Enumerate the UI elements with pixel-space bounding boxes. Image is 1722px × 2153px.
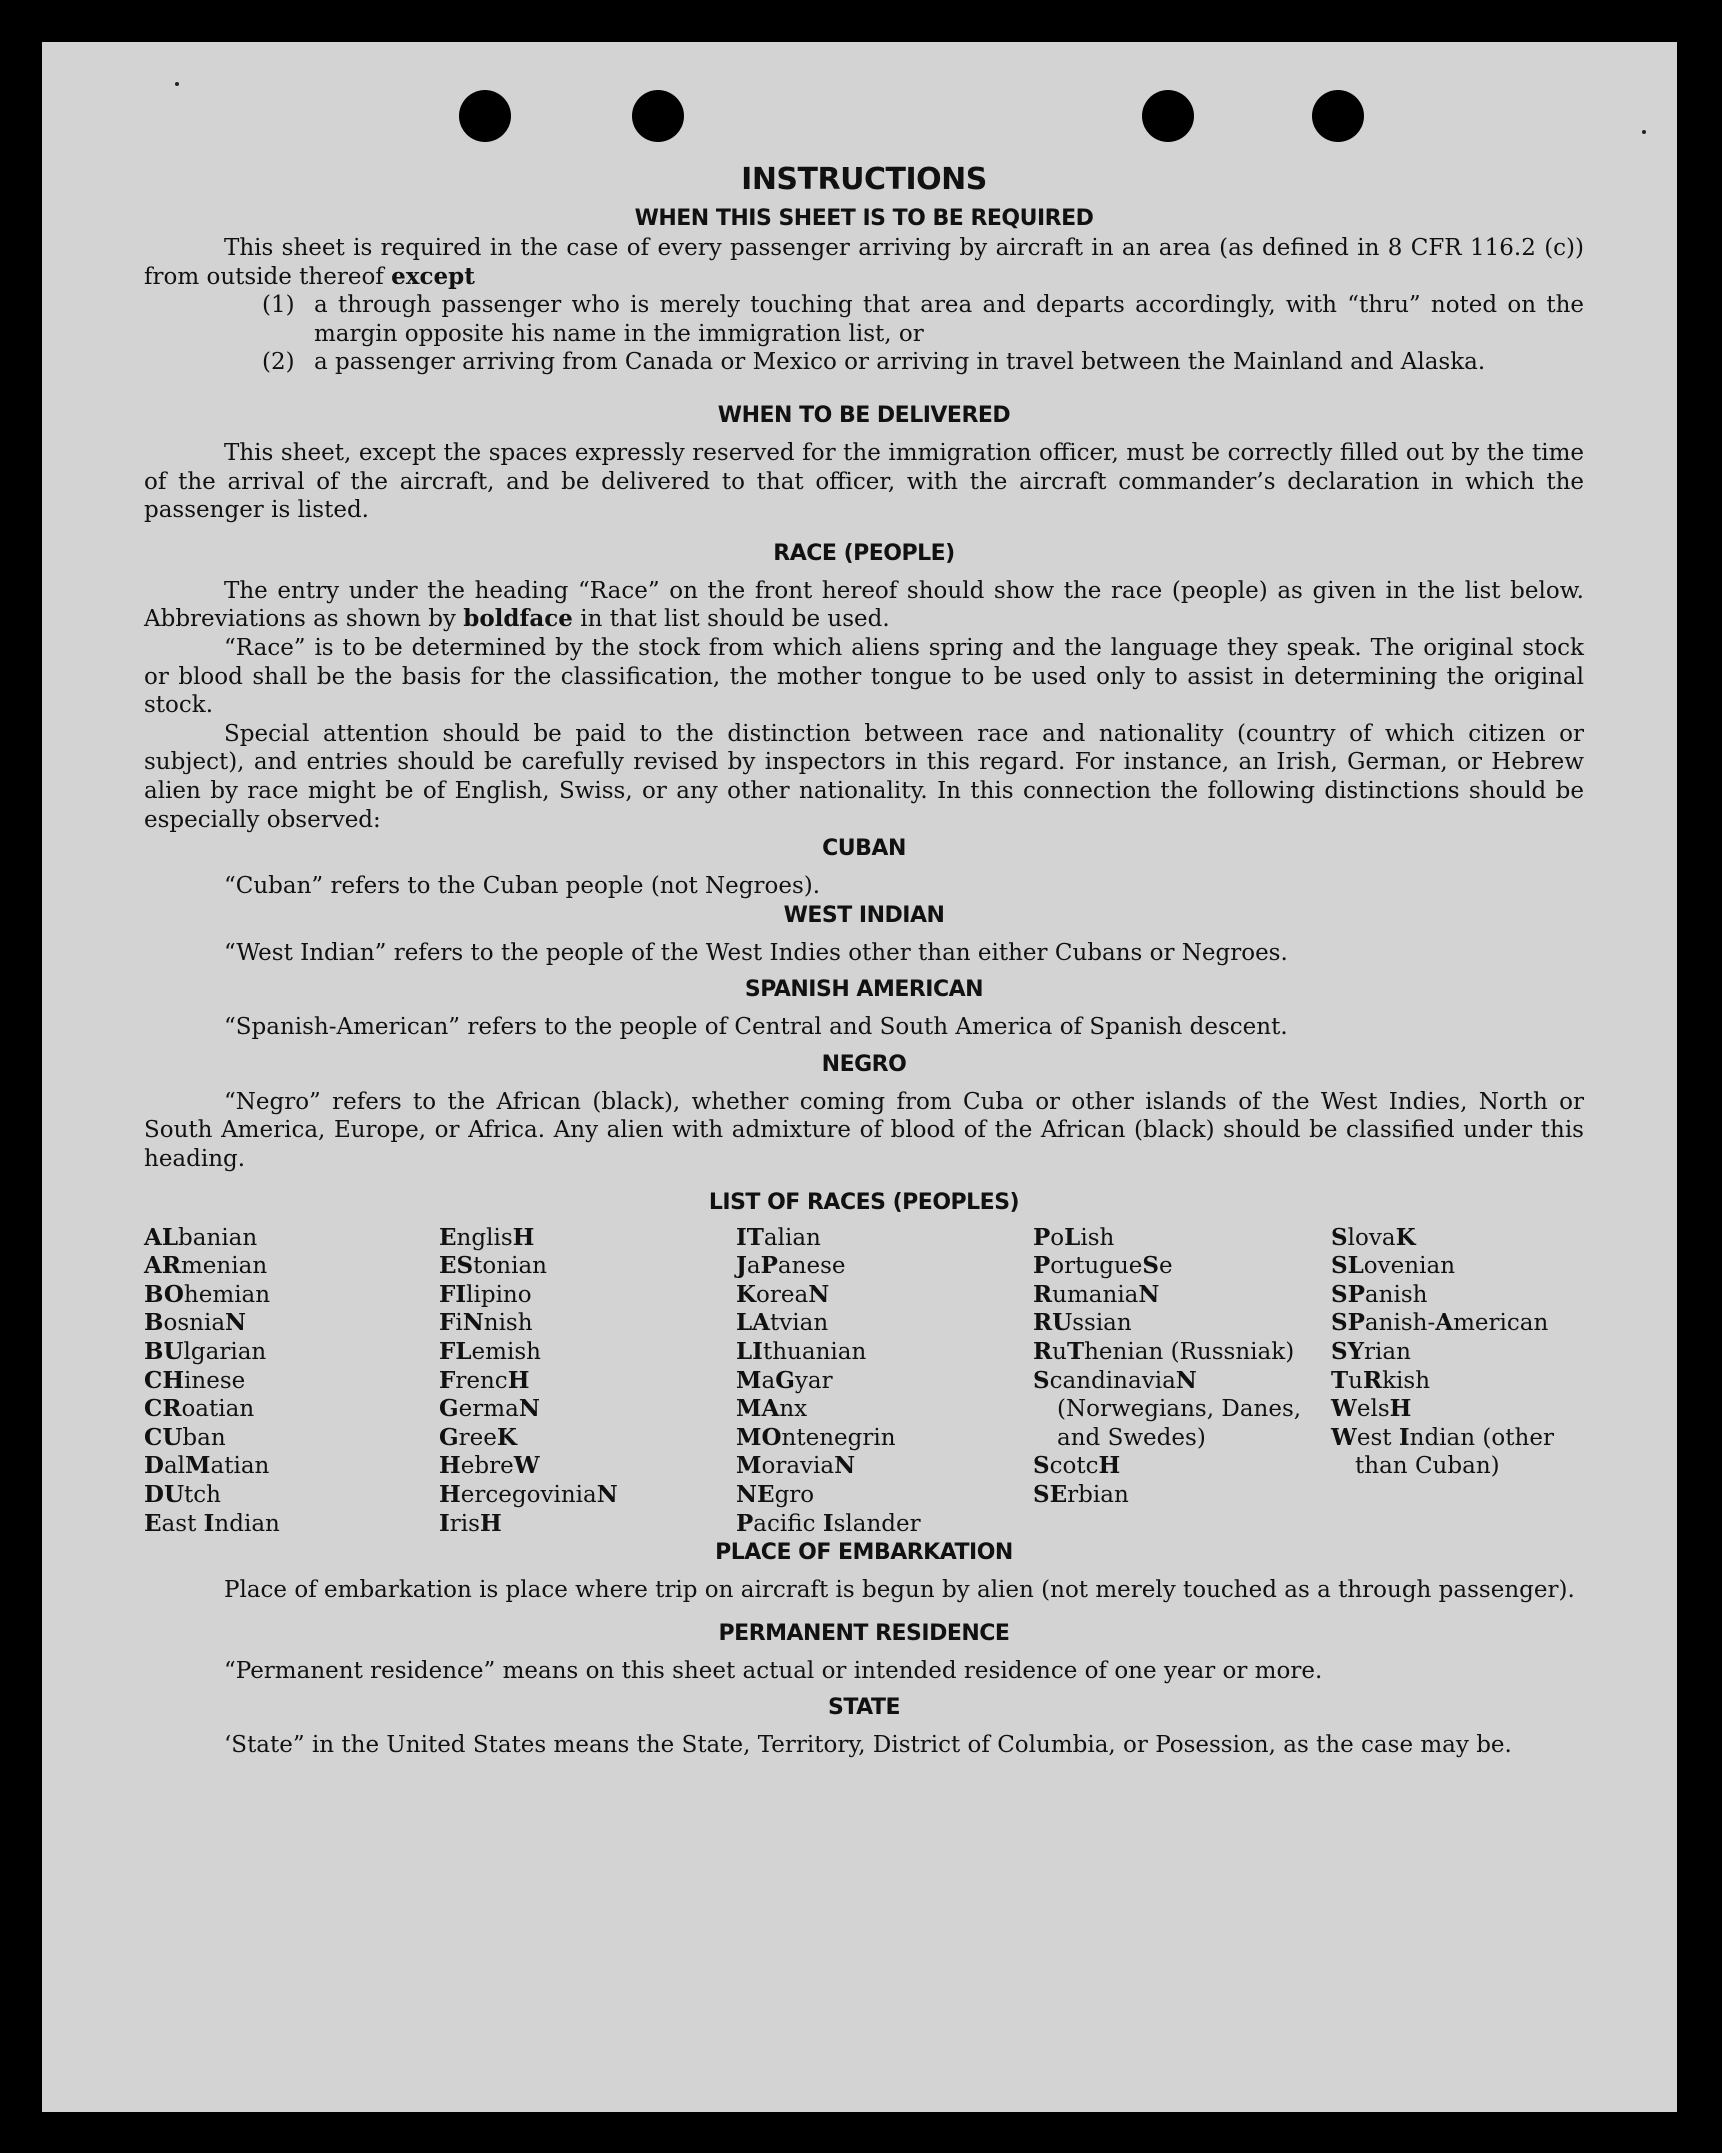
delivered-text: This sheet, except the spaces expressly reserved for the immigration officer, must be correctly filled out by the time of the arrival of the aircraft, and be delivered to that officer, with the aircraft commander’s declaration in which the passenger is listed. <box>144 439 1584 524</box>
race-entry: CHinese <box>144 1366 246 1394</box>
races-column <box>439 1224 736 1539</box>
race-entry: JaPanese <box>736 1252 846 1280</box>
scan-speck <box>1642 130 1646 134</box>
section-heading-race: RACE (PEOPLE) <box>773 540 955 566</box>
section-heading-negro: NEGRO <box>821 1051 907 1077</box>
race-entry: CUban <box>144 1423 226 1451</box>
race-entry: KoreaN <box>736 1280 830 1308</box>
race-entry: IrisH <box>439 1509 502 1537</box>
scan-speck <box>175 82 179 86</box>
race-entry: DUtch <box>144 1481 221 1508</box>
list-item: (2) a passenger arriving from Canada or Mexico or arriving in travel between the Mainland and Alaska. <box>262 349 1486 376</box>
races-column <box>1033 1224 1331 1539</box>
race-entry: MOntenegrin <box>736 1423 896 1451</box>
race-entry: EStonian <box>439 1252 547 1280</box>
races-column <box>144 1224 439 1539</box>
race-entry: BosniaN <box>144 1309 247 1337</box>
race-entry: Pacifc Islander <box>736 1509 921 1537</box>
race-entry: SlovaK <box>1331 1223 1416 1251</box>
race-entry: MoraviaN <box>736 1452 856 1480</box>
race-entry: PortugueSe <box>1033 1252 1173 1280</box>
race-entry: LAtvian <box>736 1309 829 1337</box>
section-heading-races: LIST OF RACES (PEOPLES) <box>708 1189 1020 1215</box>
cuban-text: “Cuban” refers to the Cuban people (not Negroes). <box>224 873 821 900</box>
race-entry: ARmenian <box>144 1252 268 1280</box>
race-entry: BOhemian <box>144 1280 271 1308</box>
races-column <box>1331 1224 1584 1539</box>
race-entry: SLovenian <box>1331 1252 1456 1280</box>
races-table <box>144 1224 1584 1539</box>
section-heading-cuban: CUBAN <box>822 836 906 862</box>
race-paragraph-2: “Race” is to be determined by the stock from which aliens spring and the language they speak. The original stock or blood shall be the basis for the classification, the mother tongue to be used only to assist in determining the original stock. <box>144 634 1584 719</box>
punch-hole <box>632 90 684 142</box>
race-entry: ScotcH <box>1033 1452 1121 1480</box>
race-entry: FrencH <box>439 1366 530 1394</box>
race-entry: EnglisH <box>439 1223 535 1251</box>
race-entry: ScandinaviaN (Norwegians, Danes, and Swedes) <box>1033 1366 1302 1451</box>
race-entry: PoLish <box>1033 1223 1115 1251</box>
required-intro: This sheet is required in the case of every passenger arriving by aircraft in an area (as defined in 8 CFR 116.2 (c)) from outside thereof except <box>144 235 1584 290</box>
race-entry: ITalian <box>736 1223 821 1251</box>
race-entry: BUlgarian <box>144 1338 267 1366</box>
race-entry: FIlipino <box>439 1280 532 1308</box>
race-entry: NEgro <box>736 1481 815 1508</box>
race-entry: SPanish <box>1331 1280 1428 1308</box>
section-heading-required: WHEN THIS SHEET IS TO BE REQUIRED <box>634 206 1094 231</box>
section-heading-west-indian: WEST INDIAN <box>783 902 945 928</box>
residence-text: “Permanent residence” means on this sheet actual or intended residence of one year or more. <box>224 1657 1323 1684</box>
section-heading-delivered: WHEN TO BE DELIVERED <box>717 402 1011 428</box>
race-entry: FLemish <box>439 1338 541 1366</box>
race-entry: HebreW <box>439 1452 540 1480</box>
west-indian-text: “West Indian” refers to the people of the West Indies other than either Cubans or Negroes. <box>224 939 1288 966</box>
race-paragraph-3: Special attention should be paid to the distinction between race and nationality (country of which citizen or subject), and entries should be carefully revised by inspectors in this regard. For instance, an Irish, German, or Hebrew alien by race might be of English, Swiss, or any other nationality. In this connection the following distinctions should be especially observed: <box>144 720 1584 833</box>
race-entry: West Indian (other than Cuban) <box>1331 1423 1554 1480</box>
state-text: ‘State” in the United States means the State, Territory, District of Columbia, or Posession, as the case may be. <box>224 1732 1512 1759</box>
section-heading-state: STATE <box>828 1695 900 1721</box>
race-paragraph-1: The entry under the heading “Race” on the front hereof should show the race (people) as given in the list below. Abbreviations as shown by boldface in that list should be used. <box>144 577 1584 633</box>
race-entry: LIthuanian <box>736 1338 867 1366</box>
race-entry: MaGyar <box>736 1366 833 1394</box>
race-entry: East Indian <box>144 1509 280 1537</box>
race-entry: RumaniaN <box>1033 1280 1160 1308</box>
race-entry: CRoatian <box>144 1395 255 1423</box>
race-entry: DalMatian <box>144 1452 270 1480</box>
embarkation-text: Place of embarkation is place where trip on aircraft is begun by alien (not merely touched as a through passenger). <box>224 1577 1575 1604</box>
race-entry: GreeK <box>439 1423 517 1451</box>
race-entry: MAnx <box>736 1395 808 1423</box>
race-entry: SErbian <box>1033 1481 1129 1508</box>
page-title: INSTRUCTIONS <box>741 162 987 197</box>
race-entry: SPanish-American <box>1331 1309 1549 1337</box>
race-entry: ALbanian <box>144 1223 258 1251</box>
punch-hole <box>1312 90 1364 142</box>
document-page <box>42 42 1677 2112</box>
race-entry: TuRkish <box>1331 1366 1431 1394</box>
punch-hole <box>1142 90 1194 142</box>
race-entry: RuThenian (Russniak) <box>1033 1338 1295 1366</box>
list-item: (1) a through passenger who is merely touching that area and departs accordingly, with “thru” noted on the margin opposite his name in the immigration list, or <box>262 292 1584 347</box>
spanish-american-text: “Spanish-American” refers to the people of Central and South America of Spanish descent. <box>224 1014 1288 1041</box>
negro-text: “Negro” refers to the African (black), whether coming from Cuba or other islands of the West Indies, North or South America, Europe, or Africa. Any alien with admixture of blood of the African (black) should be classified under this heading. <box>144 1088 1584 1173</box>
race-entry: WelsH <box>1331 1395 1412 1423</box>
race-entry: FiNnish <box>439 1309 533 1337</box>
section-heading-embarkation: PLACE OF EMBARKATION <box>715 1540 1013 1566</box>
instructions-content <box>144 160 1584 1760</box>
section-heading-residence: PERMANENT RESIDENCE <box>718 1620 1010 1646</box>
race-entry: RUssian <box>1033 1309 1132 1337</box>
race-entry: GermaN <box>439 1395 540 1423</box>
punch-hole <box>459 90 511 142</box>
race-entry: SYrian <box>1331 1338 1411 1366</box>
races-column <box>736 1224 1033 1539</box>
section-heading-spanish-american: SPANISH AMERICAN <box>744 977 984 1003</box>
race-entry: HercegoviniaN <box>439 1481 618 1508</box>
